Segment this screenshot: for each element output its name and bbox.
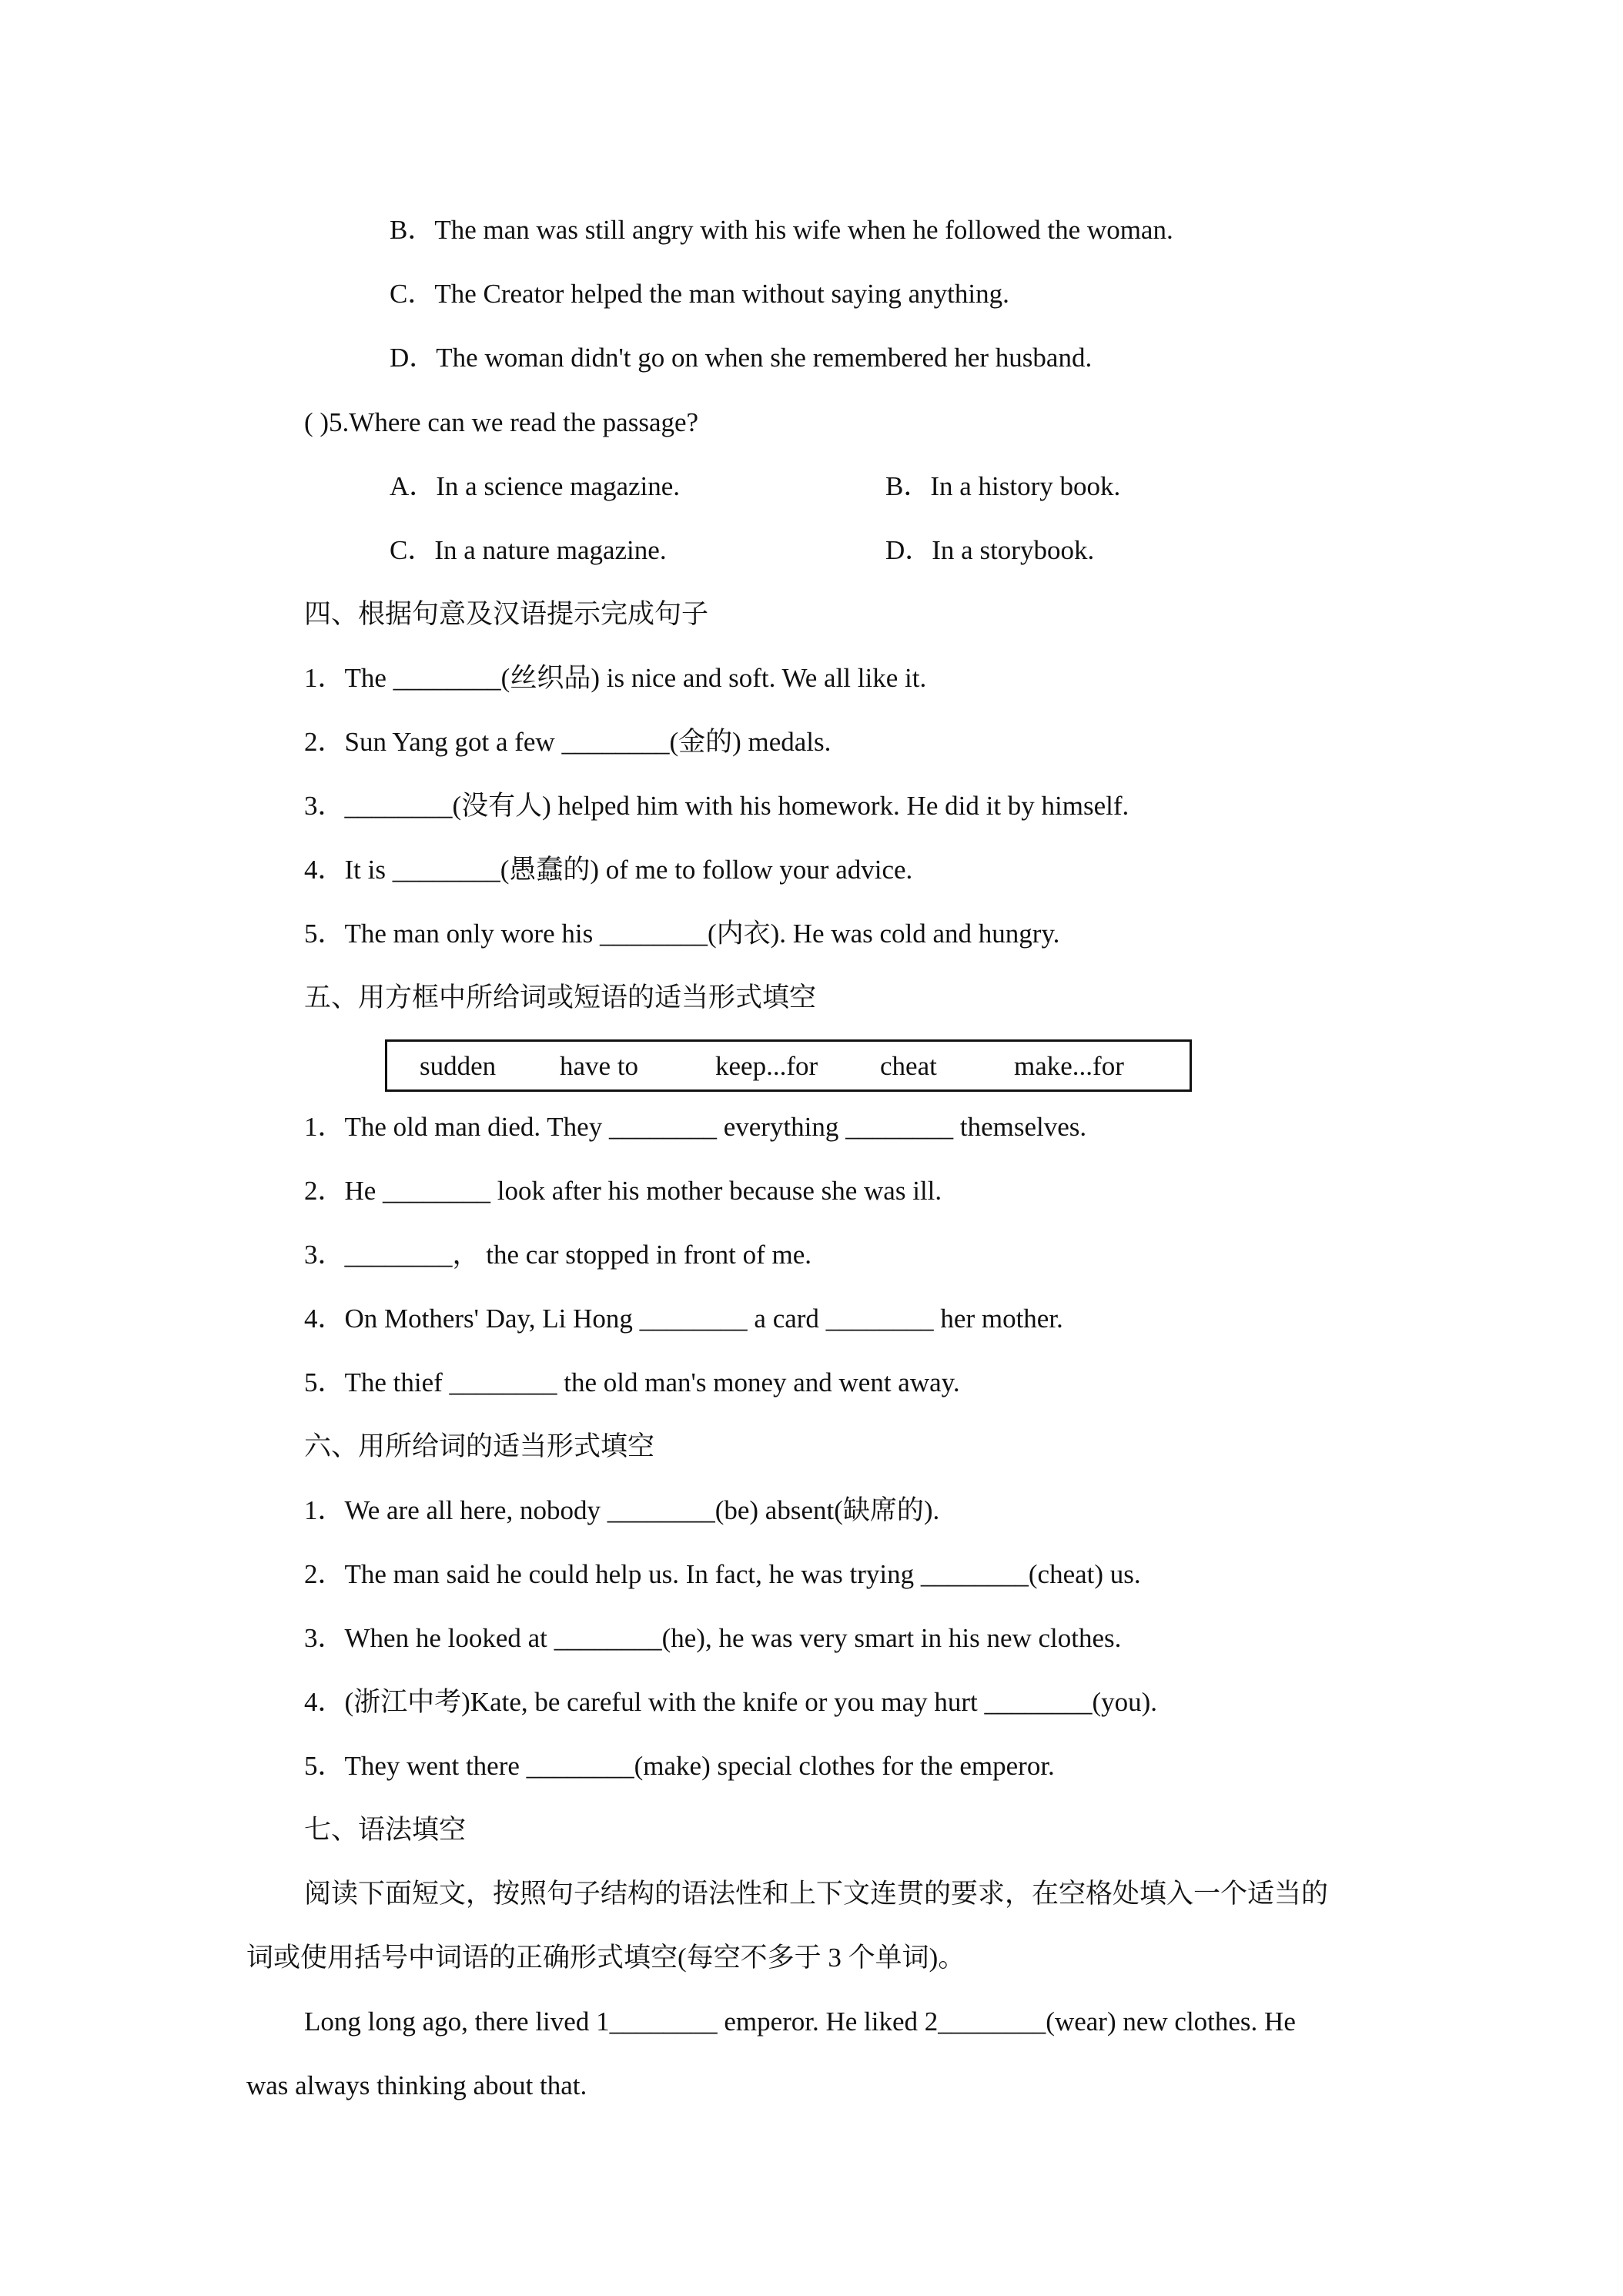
section7-passage: was always thinking about that. <box>246 2070 587 2100</box>
q4-option-c: C．The Creator helped the man without saying anything. <box>390 279 1009 309</box>
word-box-item: sudden <box>420 1051 497 1081</box>
section4-item: 1．The ________(丝织品) is nice and soft. We all like it. <box>304 663 927 693</box>
section7-instruction: 阅读下面短文，按照句子结构的语法性和上下文连贯的要求，在空格处填入一个适当的 <box>304 1879 1329 1909</box>
q5-option-c: C．In a nature magazine. <box>390 535 667 565</box>
section6-item: 3．When he looked at ________(he), he was very smart in his new clothes. <box>304 1623 1122 1653</box>
section4-item: 3．________(没有人) helped him with his homework. He did it by himself. <box>304 791 1129 821</box>
q4-option-b: B．The man was still angry with his wife when he followed the woman. <box>390 215 1173 245</box>
section4-heading: 四、根据句意及汉语提示完成句子 <box>304 599 709 630</box>
section7-instruction: 词或使用括号中词语的正确形式填空(每空不多于 3 个单词)。 <box>246 1943 965 1973</box>
section4-item: 4．It is ________(愚蠢的) of me to follow your advice. <box>304 855 913 885</box>
q5-option-d: D．In a storybook. <box>885 535 1095 565</box>
section7-heading: 七、语法填空 <box>304 1815 467 1846</box>
section4-item: 2．Sun Yang got a few ________(金的) medals. <box>304 727 832 757</box>
word-box-item: make...for <box>1014 1051 1124 1081</box>
section5-item: 4．On Mothers' Day, Li Hong ________ a card ________ her mother. <box>304 1304 1063 1334</box>
q5-option-b: B．In a history book. <box>885 471 1121 501</box>
section5-heading: 五、用方框中所给词或短语的适当形式填空 <box>304 982 817 1013</box>
section7-passage: Long long ago, there lived 1________ emperor. He liked 2________(wear) new clothes. He <box>304 2006 1296 2037</box>
section6-item: 5．They went there ________(make) special clothes for the emperor. <box>304 1751 1055 1781</box>
word-box-item: have to <box>560 1051 639 1081</box>
section5-item: 3．________， the car stopped in front of me. <box>304 1240 812 1270</box>
q5-option-a: A．In a science magazine. <box>390 471 681 501</box>
q5-stem: ( )5.Where can we read the passage? <box>304 407 699 437</box>
word-box-item: keep...for <box>715 1051 818 1081</box>
section5-item: 2．He ________ look after his mother because she was ill. <box>304 1176 942 1206</box>
section6-item: 2．The man said he could help us. In fact, he was trying ________(cheat) us. <box>304 1559 1141 1589</box>
section6-item: 1．We are all here, nobody ________(be) absent(缺席的). <box>304 1495 940 1525</box>
section6-item: 4．(浙江中考)Kate, be careful with the knife or you may hurt ________(you). <box>304 1687 1158 1717</box>
q4-option-d: D．The woman didn't go on when she remembered her husband. <box>390 343 1093 373</box>
section5-item: 5．The thief ________ the old man's money and went away. <box>304 1367 960 1397</box>
word-box-item: cheat <box>880 1051 937 1081</box>
section4-item: 5．The man only wore his ________(内衣). He was cold and hungry. <box>304 919 1060 949</box>
section6-heading: 六、用所给词的适当形式填空 <box>304 1431 655 1462</box>
section5-item: 1．The old man died. They ________ everything ________ themselves. <box>304 1112 1087 1142</box>
word-box <box>385 1039 1192 1092</box>
